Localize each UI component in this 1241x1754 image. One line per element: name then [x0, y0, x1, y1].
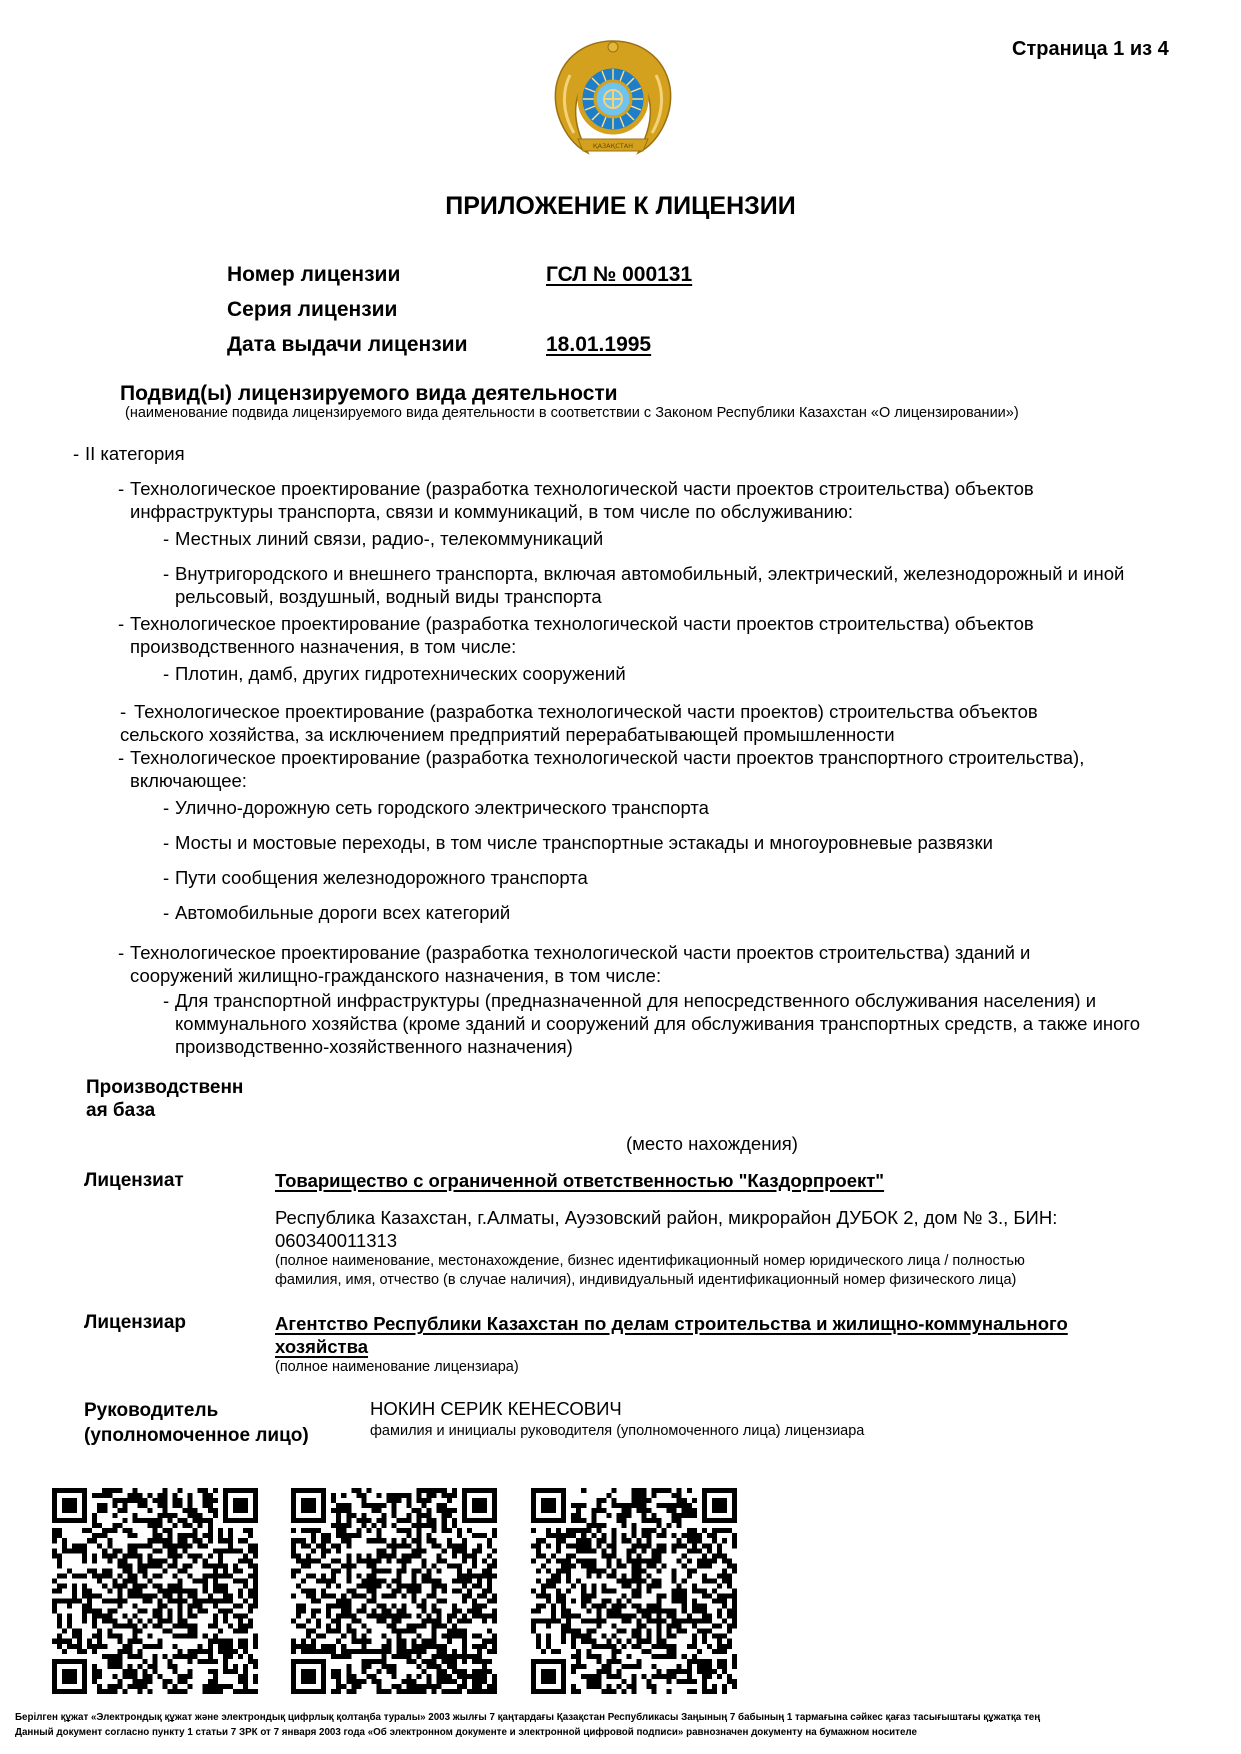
- license-date-value: 18.01.1995: [546, 333, 652, 356]
- licensee-label: Лицензиат: [84, 1170, 184, 1191]
- head-label-line: (уполномоченное лицо): [84, 1425, 309, 1446]
- list-item: - Для транспортной инфраструктуры (предназначенной для непосредственного обслуживания населения) и коммунального хозяйства (кроме зданий и сооружений для обслуживания транспортных средств, а также иного производственно-хозяйственного назначения): [163, 990, 1141, 1057]
- qr-code: [291, 1488, 497, 1694]
- licensor-name: [275, 1312, 1068, 1358]
- license-number-value: ГСЛ № 000131: [546, 263, 693, 286]
- production-base-label: [86, 1076, 243, 1122]
- licensee-address: [275, 1206, 1057, 1252]
- list-item-line: Улично-дорожную сеть городского электрического транспорта: [175, 797, 709, 818]
- license-series-label: Серия лицензии: [227, 298, 398, 321]
- state-emblem-icon: [548, 35, 678, 165]
- page-title: ПРИЛОЖЕНИЕ К ЛИЦЕНЗИИ: [445, 192, 796, 220]
- qr-code: [52, 1488, 258, 1694]
- list-item: - Технологическое проектирование (разработка технологической части проектов строительства) объектов производственного назначения, в том числе:: [118, 613, 1034, 657]
- licensee-address-line: 060340011313: [275, 1230, 398, 1251]
- license-date-label: Дата выдачи лицензии: [227, 333, 468, 356]
- head-note: фамилия и инициалы руководителя (уполномоченного лица) лицензиара: [370, 1423, 865, 1439]
- production-base-label-line: ая база: [86, 1100, 156, 1121]
- list-item: - Местных линий связи, радио-, телекоммуникаций: [163, 528, 604, 549]
- list-item-line: инфраструктуры транспорта, связи и коммуникаций, в том числе по обслуживанию:: [130, 501, 854, 522]
- footer-ru: Данный документ согласно пункту 1 статьи 7 ЗРК от 7 января 2003 года «Об электронном документе и электронной цифровой подписи» равнозначен документу на бумажном носителе: [15, 1727, 917, 1738]
- list-item-line: Внутригородского и внешнего транспорта, включая автомобильный, электрический, железнодорожный и иной: [175, 563, 1125, 584]
- list-item: - Улично-дорожную сеть городского электрического транспорта: [163, 797, 709, 818]
- licensor-name-line: Агентство Республики Казахстан по делам строительства и жилищно-коммунального: [275, 1313, 1068, 1334]
- licensee-note: [275, 1252, 1025, 1290]
- list-item: - Автомобильные дороги всех категорий: [163, 902, 511, 923]
- licensor-note: (полное наименование лицензиара): [275, 1359, 519, 1375]
- list-item-line: включающее:: [130, 770, 247, 791]
- list-item-line: Местных линий связи, радио-, телекоммуникаций: [175, 528, 604, 549]
- head-label-line: Руководитель: [84, 1400, 219, 1421]
- list-item-line: Технологическое проектирование (разработка технологической части проектов строительства) объектов: [130, 613, 1034, 634]
- list-item: - Мосты и мостовые переходы, в том числе транспортные эстакады и многоуровневые развязки: [163, 832, 993, 853]
- list-item-line: Технологическое проектирование (разработка технологической части проектов строительства) зданий и: [130, 942, 1031, 963]
- list-item-line: Плотин, дамб, других гидротехнических сооружений: [175, 663, 626, 684]
- list-item-line: Автомобильные дороги всех категорий: [175, 902, 511, 923]
- list-item-line: Пути сообщения железнодорожного транспорта: [175, 867, 588, 888]
- license-number-label: Номер лицензии: [227, 263, 401, 286]
- list-item-line: сооружений жилищно-гражданского назначения, в том числе:: [130, 965, 662, 986]
- category-item: - II категория: [73, 443, 185, 464]
- list-item-line: Технологическое проектирование (разработка технологической части проектов транспортного строительства),: [130, 747, 1085, 768]
- list-item-line: рельсовый, воздушный, водный виды транспорта: [175, 586, 602, 607]
- list-item-line: Для транспортной инфраструктуры (предназначенной для непосредственного обслуживания населения) и: [175, 990, 1097, 1011]
- footer-kz: Берілген құжат «Электрондық құжат және электрондық цифрлық қолтаңба туралы» 2003 жылғы 7 қаңтардағы Қазақстан Республикасы Заңының 7 бабының 1 тармағына сәйкес қағаз тасығыштағы құжатқа тең: [15, 1712, 1041, 1723]
- licensor-label: Лицензиар: [84, 1312, 187, 1333]
- list-item-line: Мосты и мостовые переходы, в том числе транспортные эстакады и многоуровневые развязки: [175, 832, 993, 853]
- list-item: - Технологическое проектирование (разработка технологической части проектов) строительства объектов сельского хозяйства, за исключением предприятий перерабатывающей промышленности: [120, 701, 1038, 745]
- licensee-note-line: фамилия, имя, отчество (в случае наличия), индивидуальный идентификационный номер физического лица): [275, 1272, 1017, 1288]
- subtypes-note: (наименование подвида лицензируемого вида деятельности в соответствии с Законом Республики Казахстан «О лицензировании»): [125, 405, 1019, 421]
- list-item: - Внутригородского и внешнего транспорта, включая автомобильный, электрический, железнодорожный и иной рельсовый, воздушный, водный виды транспорта: [163, 563, 1125, 607]
- list-item-line: производственного назначения, в том числе:: [130, 636, 517, 657]
- production-base-label-line: Производственн: [86, 1077, 244, 1098]
- list-item-line: Технологическое проектирование (разработка технологической части проектов строительства) объектов: [130, 478, 1034, 499]
- licensee-note-line: (полное наименование, местонахождение, бизнес идентификационный номер юридического лица / полностью: [275, 1253, 1025, 1269]
- subtypes-heading: Подвид(ы) лицензируемого вида деятельности: [120, 382, 618, 405]
- list-item-line: коммунального хозяйства (кроме зданий и сооружений для обслуживания транспортных средств, а также иного: [175, 1013, 1141, 1034]
- list-item: - Пути сообщения железнодорожного транспорта: [163, 867, 588, 888]
- category-label: II категория: [85, 443, 185, 464]
- licensee-name: Товарищество с ограниченной ответственностью "Каздорпроект": [275, 1170, 885, 1191]
- location-note: (место нахождения): [626, 1133, 798, 1154]
- list-item: - Плотин, дамб, других гидротехнических сооружений: [163, 663, 626, 684]
- head-name: НОКИН СЕРИК КЕНЕСОВИЧ: [370, 1398, 622, 1419]
- page-number: Страница 1 из 4: [1012, 38, 1169, 60]
- list-item-line: сельского хозяйства, за исключением предприятий перерабатывающей промышленности: [120, 724, 895, 745]
- qr-code: [531, 1488, 737, 1694]
- licensor-name-line: хозяйства: [275, 1336, 369, 1357]
- list-item: - Технологическое проектирование (разработка технологической части проектов строительства) зданий и сооружений жилищно-гражданского назначения, в том числе:: [118, 942, 1031, 986]
- list-item: - Технологическое проектирование (разработка технологической части проектов транспортного строительства), включающее:: [118, 747, 1085, 791]
- list-item: - Технологическое проектирование (разработка технологической части проектов строительства) объектов инфраструктуры транспорта, связи и коммуникаций, в том числе по обслуживанию:: [118, 478, 1034, 522]
- licensee-address-line: Республика Казахстан, г.Алматы, Ауэзовский район, микрорайон ДУБОК 2, дом № 3., БИН:: [275, 1207, 1058, 1228]
- svg-text:ҚАЗАҚСТАН: ҚАЗАҚСТАН: [592, 142, 634, 150]
- list-item-line: производственно-хозяйственного назначения): [175, 1036, 573, 1057]
- list-item-line: Технологическое проектирование (разработка технологической части проектов) строительства объектов: [134, 701, 1038, 722]
- head-label: [84, 1398, 309, 1448]
